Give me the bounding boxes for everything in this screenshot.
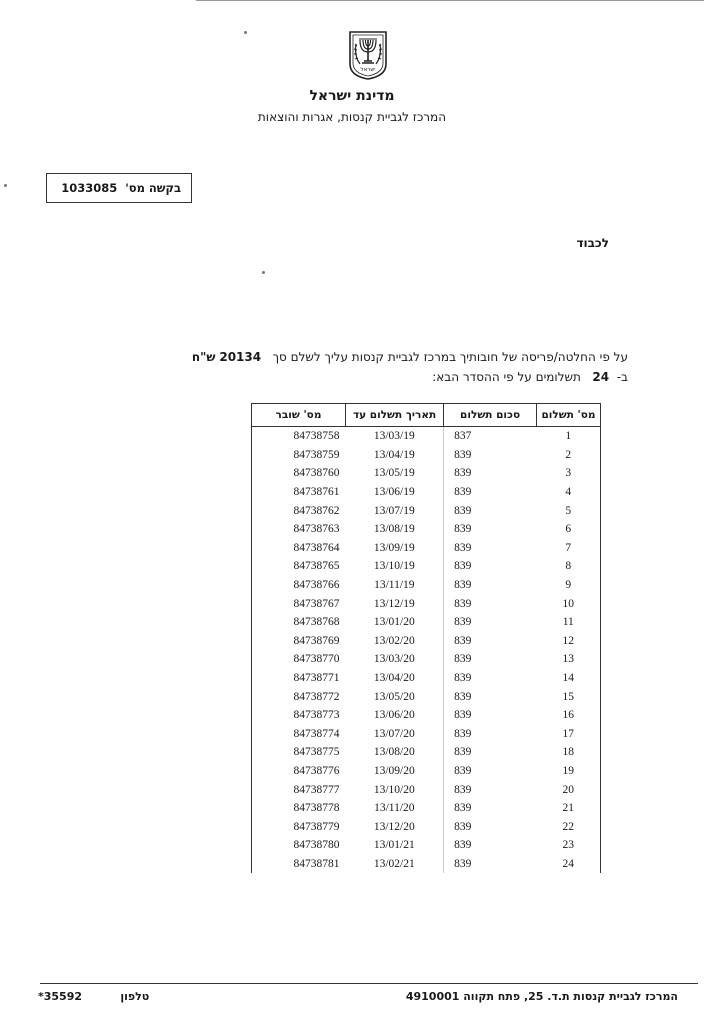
- cell-payment-number: 15: [537, 687, 601, 706]
- cell-due-date: 13/09/20: [373, 764, 415, 777]
- cell-receipt-number: 84738772: [252, 687, 346, 706]
- table-row: [252, 836, 601, 855]
- cell-due-date: 13/02/20: [373, 634, 415, 647]
- table-row: [252, 539, 601, 558]
- table-row: [252, 464, 601, 483]
- cell-receipt-number: 84738776: [252, 762, 346, 781]
- cell-receipt-number: 84738775: [252, 743, 346, 762]
- header-payment-number: מס' תשלום: [537, 404, 601, 427]
- cell-due-date: 13/04/19: [373, 448, 415, 461]
- table-row: [252, 520, 601, 539]
- table-row: [252, 483, 601, 502]
- scan-speck: [262, 271, 265, 274]
- cell-payment-sum: 839: [444, 669, 537, 688]
- table-row: [252, 855, 601, 874]
- cell-payment-sum: 839: [444, 743, 537, 762]
- cell-payment-sum: 839: [444, 706, 537, 725]
- table-row: [252, 613, 601, 632]
- cell-receipt-number: 84738759: [252, 446, 346, 465]
- cell-payment-number: 12: [537, 632, 601, 651]
- cell-payment-sum: 839: [444, 539, 537, 558]
- top-edge-line: [196, 0, 704, 1]
- header-payment-sum: סכום תשלום: [444, 404, 537, 427]
- cell-receipt-number: 84738768: [252, 613, 346, 632]
- table-row: [252, 669, 601, 688]
- cell-due-date: 13/01/21: [373, 839, 415, 852]
- scan-speck: [244, 31, 247, 34]
- cell-payment-number: 23: [537, 836, 601, 855]
- scan-speck: [4, 184, 7, 187]
- cell-due-date: 13/03/19: [373, 430, 415, 443]
- table-row: [252, 501, 601, 520]
- table-row: [252, 762, 601, 781]
- cell-payment-number: 6: [537, 520, 601, 539]
- header-receipt-number: מס' שובר: [252, 404, 346, 427]
- cell-payment-number: 14: [537, 669, 601, 688]
- cell-receipt-number: 84738778: [252, 799, 346, 818]
- total-amount: 20134: [219, 350, 262, 364]
- cell-payment-number: 10: [537, 594, 601, 613]
- table-row: [252, 446, 601, 465]
- table-row: [252, 743, 601, 762]
- cell-payment-number: 4: [537, 483, 601, 502]
- cell-due-date: 13/03/20: [373, 653, 415, 666]
- cell-receipt-number: 84738779: [252, 817, 346, 836]
- cell-payment-sum: 839: [444, 576, 537, 595]
- cell-payment-sum: 839: [444, 446, 537, 465]
- cell-payment-number: 1: [537, 427, 601, 446]
- cell-receipt-number: 84738781: [252, 855, 346, 874]
- cell-payment-sum: 839: [444, 687, 537, 706]
- collection-center-name: המרכז לגביית קנסות, אגרות והוצאות: [257, 110, 447, 124]
- cell-due-date: 13/05/19: [373, 467, 415, 480]
- cell-receipt-number: 84738769: [252, 632, 346, 651]
- cell-payment-sum: 839: [444, 594, 537, 613]
- greeting: לכבוד: [576, 236, 609, 250]
- cell-due-date: 13/06/20: [373, 709, 415, 722]
- cell-receipt-number: 84738760: [252, 464, 346, 483]
- footer-address: המרכז לגביית קנסות ת.ד. 25, פתח תקווה 4910001: [405, 990, 678, 1003]
- cell-receipt-number: 84738773: [252, 706, 346, 725]
- request-number: 1033085: [61, 181, 118, 195]
- intro-line-1: [108, 350, 628, 364]
- cell-payment-sum: 839: [444, 855, 537, 874]
- cell-due-date: 13/11/19: [374, 579, 415, 592]
- cell-payment-number: 5: [537, 501, 601, 520]
- cell-payment-number: 21: [537, 799, 601, 818]
- cell-payment-sum: 839: [444, 483, 537, 502]
- cell-payment-sum: 839: [444, 632, 537, 651]
- request-number-box: [46, 173, 192, 203]
- cell-due-date: 13/04/20: [373, 672, 415, 685]
- installments-count: 24: [592, 370, 610, 384]
- cell-due-date: 13/07/19: [373, 504, 415, 517]
- cell-payment-sum: 839: [444, 613, 537, 632]
- table-row: [252, 557, 601, 576]
- cell-receipt-number: 84738764: [252, 539, 346, 558]
- cell-payment-number: 3: [537, 464, 601, 483]
- cell-payment-number: 11: [537, 613, 601, 632]
- cell-due-date: 13/08/20: [373, 746, 415, 759]
- installments-text: תשלומים על פי ההסדר הבא:: [432, 370, 581, 384]
- table-row: [252, 650, 601, 669]
- cell-payment-sum: 837: [444, 427, 537, 446]
- cell-due-date: 13/05/20: [373, 690, 415, 703]
- cell-payment-number: 18: [537, 743, 601, 762]
- table-row: [252, 725, 601, 744]
- cell-due-date: 13/10/19: [373, 560, 415, 573]
- cell-payment-number: 7: [537, 539, 601, 558]
- cell-receipt-number: 84738758: [252, 427, 346, 446]
- phone-label: טלפון: [120, 990, 150, 1003]
- cell-payment-number: 24: [537, 855, 601, 874]
- cell-due-date: 13/06/19: [373, 486, 415, 499]
- cell-receipt-number: 84738774: [252, 725, 346, 744]
- cell-due-date: 13/12/20: [373, 820, 415, 833]
- cell-payment-number: 2: [537, 446, 601, 465]
- cell-payment-sum: 839: [444, 799, 537, 818]
- cell-receipt-number: 84738761: [252, 483, 346, 502]
- cell-payment-number: 17: [537, 725, 601, 744]
- cell-payment-sum: 839: [444, 836, 537, 855]
- cell-due-date: 13/11/20: [374, 802, 415, 815]
- table-row: [252, 817, 601, 836]
- cell-receipt-number: 84738766: [252, 576, 346, 595]
- table-row: [252, 427, 601, 446]
- table-row: [252, 687, 601, 706]
- cell-payment-sum: 839: [444, 725, 537, 744]
- cell-payment-sum: 839: [444, 650, 537, 669]
- cell-due-date: 13/08/19: [373, 523, 415, 536]
- table-row: [252, 632, 601, 651]
- cell-receipt-number: 84738762: [252, 501, 346, 520]
- cell-receipt-number: 84738771: [252, 669, 346, 688]
- intro-text: על פי החלטה/פריסה של חובותיך במרכז לגביית קנסות עליך לשלם סך: [272, 350, 628, 364]
- cell-due-date: 13/01/20: [373, 616, 415, 629]
- header-due-date: תאריך תשלום עד: [345, 404, 443, 427]
- cell-payment-number: 8: [537, 557, 601, 576]
- payments-header-row: [252, 404, 601, 427]
- request-label: בקשה מס': [125, 181, 181, 195]
- cell-payment-number: 20: [537, 780, 601, 799]
- cell-due-date: 13/12/19: [373, 597, 415, 610]
- cell-payment-sum: 839: [444, 557, 537, 576]
- installments-prefix: ב-: [616, 370, 628, 384]
- footer-phone: [38, 990, 149, 1003]
- currency: ש"ח: [191, 350, 216, 364]
- cell-payment-number: 9: [537, 576, 601, 595]
- table-row: [252, 780, 601, 799]
- cell-receipt-number: 84738770: [252, 650, 346, 669]
- cell-payment-number: 16: [537, 706, 601, 725]
- cell-payment-sum: 839: [444, 520, 537, 539]
- cell-payment-sum: 839: [444, 501, 537, 520]
- cell-receipt-number: 84738763: [252, 520, 346, 539]
- state-name: מדינת ישראל: [309, 88, 395, 104]
- table-row: [252, 576, 601, 595]
- cell-due-date: 13/09/19: [373, 541, 415, 554]
- table-row: [252, 706, 601, 725]
- cell-due-date: 13/07/20: [373, 727, 415, 740]
- cell-payment-sum: 839: [444, 464, 537, 483]
- payments-table: [251, 403, 601, 873]
- cell-receipt-number: 84738780: [252, 836, 346, 855]
- cell-payment-number: 19: [537, 762, 601, 781]
- cell-receipt-number: 84738767: [252, 594, 346, 613]
- state-emblem-menorah-icon: [346, 30, 390, 80]
- cell-payment-sum: 839: [444, 817, 537, 836]
- cell-due-date: 13/10/20: [373, 783, 415, 796]
- cell-payment-number: 22: [537, 817, 601, 836]
- table-row: [252, 594, 601, 613]
- cell-due-date: 13/02/21: [373, 857, 415, 870]
- cell-receipt-number: 84738777: [252, 780, 346, 799]
- emblem-label: ישראל: [360, 67, 376, 73]
- table-row: [252, 799, 601, 818]
- footer-divider: [40, 983, 698, 984]
- cell-payment-number: 13: [537, 650, 601, 669]
- intro-line-2: [108, 370, 628, 384]
- cell-receipt-number: 84738765: [252, 557, 346, 576]
- cell-payment-sum: 839: [444, 762, 537, 781]
- cell-payment-sum: 839: [444, 780, 537, 799]
- phone-number: *35592: [38, 990, 83, 1003]
